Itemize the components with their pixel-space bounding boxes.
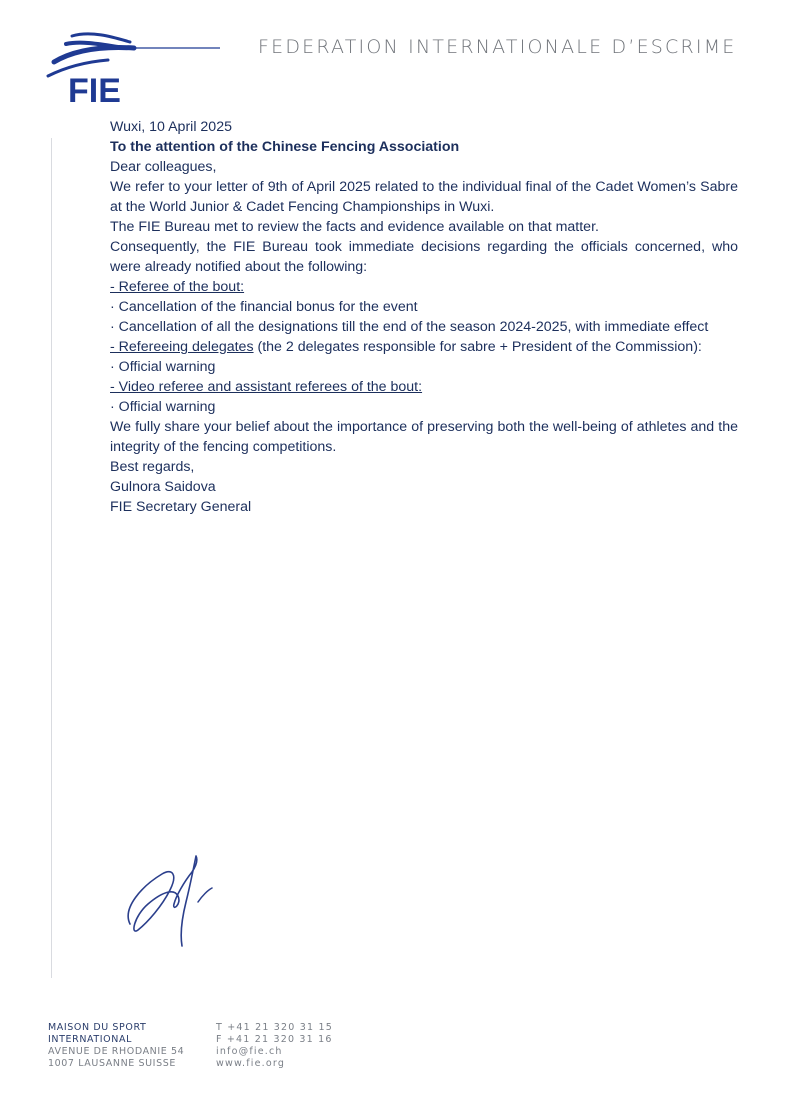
footer-contacts — [216, 1022, 333, 1070]
letter-body — [110, 117, 738, 517]
address-line-1: MAISON DU SPORT — [48, 1022, 147, 1033]
letter-date: Wuxi, 10 April 2025 — [110, 119, 232, 135]
section-delegates — [110, 337, 738, 357]
footer-phone: T +41 21 320 31 15 — [216, 1022, 333, 1033]
paragraph-1: We refer to your letter of 9th of April 2025 related to the individual final of the Cadet Women’s Sabre at the World Junior & Cadet Fencing Championships in Wuxi. — [110, 179, 738, 215]
section-video-referee — [110, 377, 738, 397]
bullet-delegates-warning: · Official warning — [110, 359, 216, 375]
signatory-name: Gulnora Saidova — [110, 479, 216, 495]
bullet-video-warning: · Official warning — [110, 399, 216, 415]
section-video-referee-title: - Video referee and assistant referees of the bout: — [110, 379, 423, 395]
signatory-title: FIE Secretary General — [110, 499, 252, 515]
section-referee — [110, 277, 738, 297]
salutation: Dear colleagues, — [110, 159, 217, 175]
handwritten-signature — [112, 838, 252, 958]
section-referee-title: - Referee of the bout: — [110, 279, 245, 295]
section-delegates-note: (the 2 delegates responsible for sabre + President of the Commission): — [253, 339, 702, 355]
address-line-2: INTERNATIONAL — [48, 1034, 132, 1045]
bullet-financial-bonus: · Cancellation of the financial bonus for the event — [110, 299, 418, 315]
footer-email: info@fie.ch — [216, 1046, 283, 1057]
margin-rule — [51, 138, 52, 978]
fie-logo — [44, 28, 234, 108]
closing: Best regards, — [110, 459, 195, 475]
svg-text:FIE: FIE — [68, 72, 121, 108]
fie-logo-mark — [44, 28, 234, 108]
section-delegates-title: - Refereeing delegates — [110, 339, 254, 355]
address-line-3: AVENUE DE RHODANIE 54 — [48, 1046, 185, 1057]
paragraph-2: The FIE Bureau met to review the facts and evidence available on that matter. — [110, 219, 599, 235]
organization-name: FEDERATION INTERNATIONALE D’ESCRIME — [258, 36, 737, 58]
address-line-4: 1007 LAUSANNE SUISSE — [48, 1058, 176, 1069]
bullet-designations: · Cancellation of all the designations till the end of the season 2024-2025, with immediate effect — [110, 319, 709, 335]
paragraph-3: Consequently, the FIE Bureau took immediate decisions regarding the officials concerned, who were already notified about the following: — [110, 239, 738, 275]
attention-line: To the attention of the Chinese Fencing Association — [110, 139, 460, 155]
footer-website: www.fie.org — [216, 1058, 286, 1069]
paragraph-4: We fully share your belief about the importance of preserving both the well-being of athletes and the integrity of the fencing competitions. — [110, 419, 738, 455]
footer-address — [48, 1022, 184, 1070]
footer-fax: F +41 21 320 31 16 — [216, 1034, 333, 1045]
